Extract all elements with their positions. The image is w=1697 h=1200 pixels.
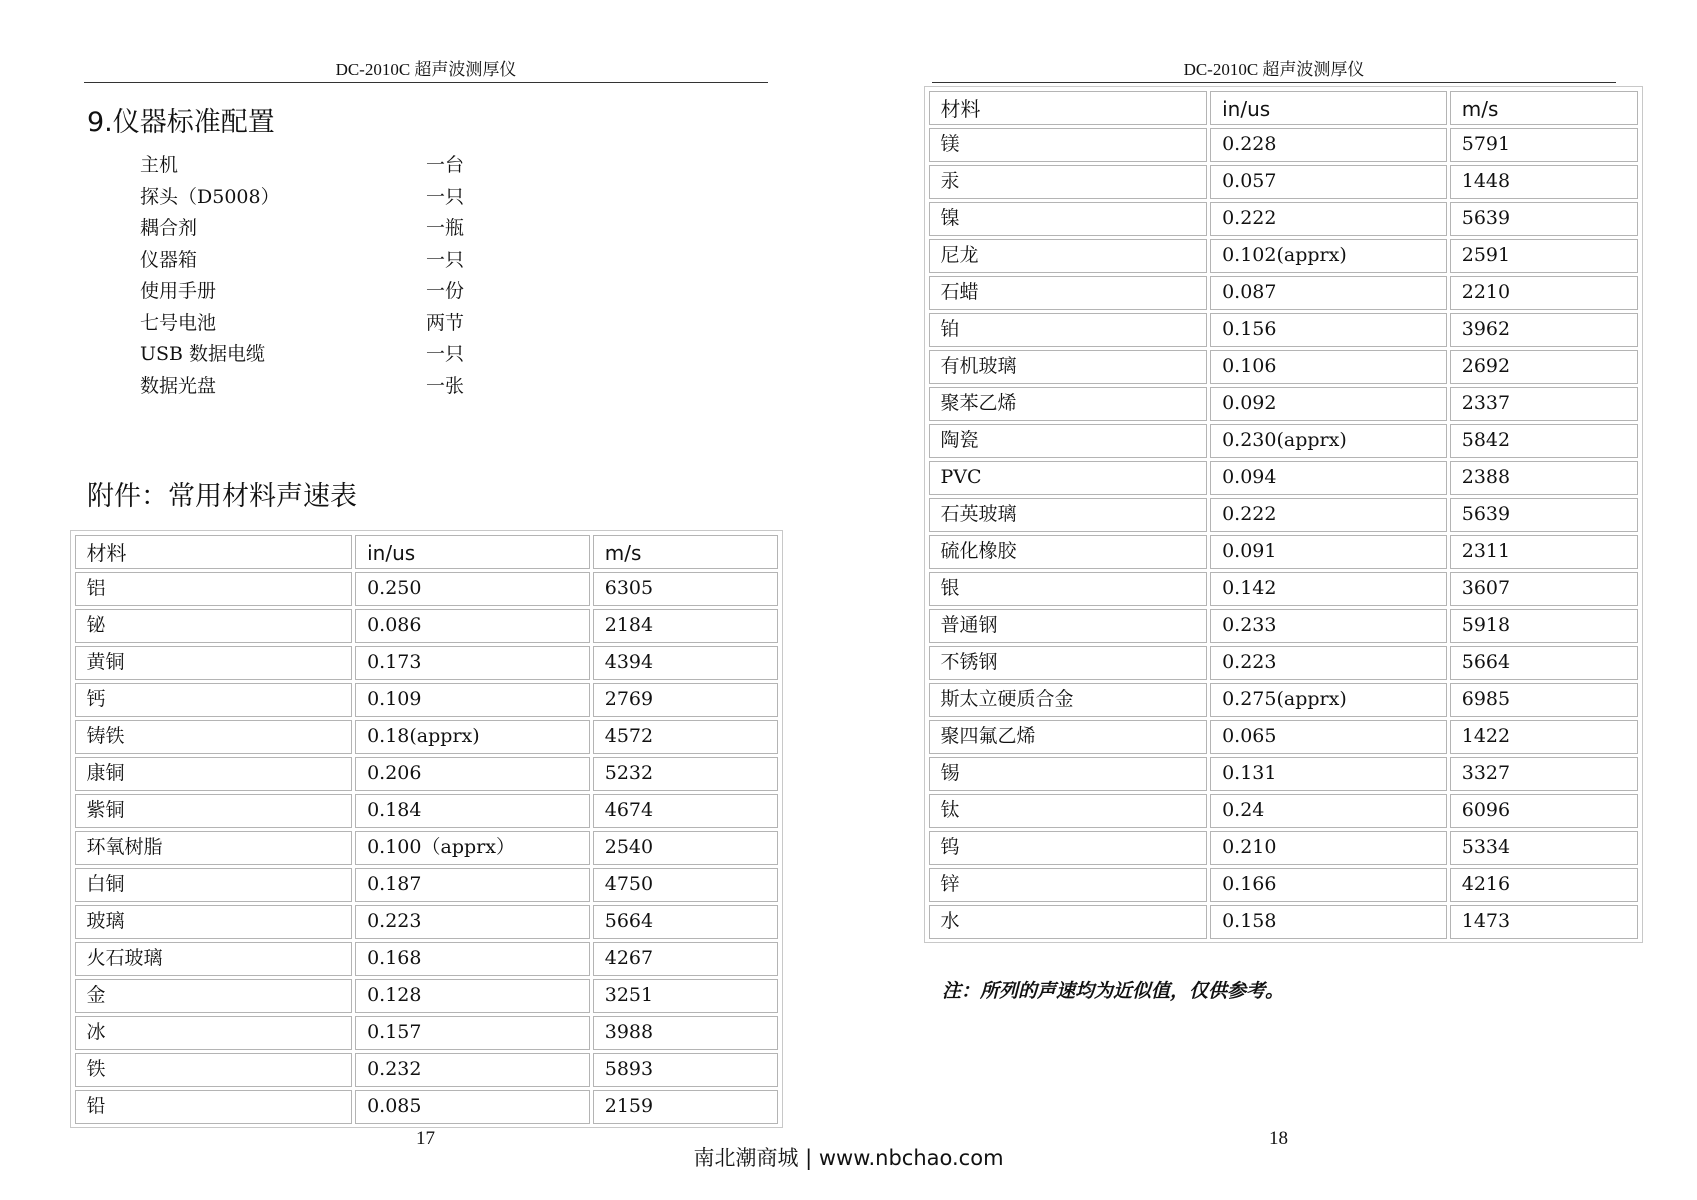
- table-cell: 铁: [75, 1053, 353, 1087]
- table-row: [73, 755, 780, 792]
- table-cell: 0.091: [1210, 535, 1447, 569]
- appendix-title: 附件：常用材料声速表: [87, 481, 357, 512]
- table-cell: 4750: [593, 868, 779, 902]
- config-item: [140, 276, 506, 308]
- table-cell: 0.094: [1210, 461, 1447, 495]
- table-cell: 聚四氟乙烯: [929, 720, 1208, 754]
- config-item-name: 耦合剂: [140, 217, 198, 239]
- table-cell: 5842: [1450, 424, 1639, 458]
- table-cell: 0.086: [355, 609, 590, 643]
- table-cell: 3607: [1450, 572, 1639, 606]
- table-row: [73, 792, 780, 829]
- config-item-qty: 一张: [426, 374, 465, 397]
- table-row: [927, 903, 1640, 940]
- table-row: [73, 1088, 780, 1125]
- table-row: [73, 718, 780, 755]
- config-item-name: 使用手册: [140, 280, 217, 302]
- table-cell: 0.109: [355, 683, 590, 717]
- table-cell: 陶瓷: [929, 424, 1208, 458]
- table-row: [927, 533, 1640, 570]
- table-row: [927, 607, 1640, 644]
- table-cell: 铝: [75, 572, 353, 606]
- table-cell: 1422: [1450, 720, 1639, 754]
- table-cell: 聚苯乙烯: [929, 387, 1208, 421]
- table-cell: 0.158: [1210, 905, 1447, 939]
- table-header-cell: m/s: [1450, 91, 1639, 125]
- table-cell: 0.233: [1210, 609, 1447, 643]
- table-row: [927, 274, 1640, 311]
- table-cell: 4674: [593, 794, 779, 828]
- table-cell: 石英玻璃: [929, 498, 1208, 532]
- table-cell: 硫化橡胶: [929, 535, 1208, 569]
- config-item-name: 七号电池: [140, 311, 217, 334]
- table-cell: 0.223: [355, 905, 590, 939]
- table-cell: 2184: [593, 609, 779, 643]
- table-cell: 6985: [1450, 683, 1639, 717]
- table-cell: 5893: [593, 1053, 779, 1087]
- config-item-qty: 一份: [426, 280, 465, 302]
- table-cell: 有机玻璃: [929, 350, 1208, 384]
- table-cell: 0.157: [355, 1016, 590, 1050]
- table-cell: 2159: [593, 1090, 779, 1124]
- table-cell: 0.100（apprx）: [355, 831, 590, 865]
- table-row: [927, 163, 1640, 200]
- table-cell: 0.065: [1210, 720, 1447, 754]
- page-number: 18: [1269, 1128, 1288, 1149]
- table-cell: 0.18(apprx): [355, 720, 590, 754]
- config-item-name: 探头（D5008）: [140, 185, 280, 208]
- table-cell: 0.057: [1210, 165, 1447, 199]
- table-row: [927, 200, 1640, 237]
- page-header: DC-2010C 超声波测厚仪: [932, 58, 1616, 83]
- table-row: [927, 496, 1640, 533]
- table-row: [927, 829, 1640, 866]
- sound-speed-table-right: [924, 86, 1643, 943]
- table-row: [927, 681, 1640, 718]
- table-cell: 铸铁: [75, 720, 353, 754]
- table-cell: 汞: [929, 165, 1208, 199]
- table-cell: 0.142: [1210, 572, 1447, 606]
- table-cell: 0.128: [355, 979, 590, 1013]
- table-cell: 2591: [1450, 239, 1639, 273]
- table-cell: 5918: [1450, 609, 1639, 643]
- table-cell: 斯太立硬质合金: [929, 683, 1208, 717]
- table-cell: 1448: [1450, 165, 1639, 199]
- table-row: [927, 422, 1640, 459]
- right-page: [848, 0, 1697, 1200]
- config-title: 9.仪器标准配置: [87, 107, 275, 138]
- table-cell: 银: [929, 572, 1208, 606]
- table-cell: 5664: [593, 905, 779, 939]
- table-cell: 0.106: [1210, 350, 1447, 384]
- table-cell: 水: [929, 905, 1208, 939]
- config-list: [140, 150, 506, 402]
- table-cell: 2311: [1450, 535, 1639, 569]
- config-item: [140, 371, 506, 403]
- table-cell: 锡: [929, 757, 1208, 791]
- table-cell: 普通钢: [929, 609, 1208, 643]
- table-cell: 冰: [75, 1016, 353, 1050]
- table-cell: 5791: [1450, 128, 1639, 162]
- table-cell: 镍: [929, 202, 1208, 236]
- table-header-row: [927, 89, 1640, 126]
- table-cell: 0.250: [355, 572, 590, 606]
- table-cell: 钨: [929, 831, 1208, 865]
- table-row: [73, 940, 780, 977]
- table-header-cell: in/us: [1210, 91, 1447, 125]
- table-cell: 铂: [929, 313, 1208, 347]
- table-cell: 4572: [593, 720, 779, 754]
- table-cell: 环氧树脂: [75, 831, 353, 865]
- table-cell: 锌: [929, 868, 1208, 902]
- table-row: [927, 644, 1640, 681]
- table-row: [927, 385, 1640, 422]
- table-header-cell: m/s: [593, 535, 779, 569]
- config-item-name: USB 数据电缆: [140, 343, 266, 365]
- table-cell: 6305: [593, 572, 779, 606]
- table-row: [73, 866, 780, 903]
- table-row: [927, 311, 1640, 348]
- config-item: [140, 213, 506, 245]
- table-cell: 2769: [593, 683, 779, 717]
- table-cell: 0.085: [355, 1090, 590, 1124]
- table-cell: PVC: [929, 461, 1208, 495]
- table-cell: 钙: [75, 683, 353, 717]
- table-cell: 0.206: [355, 757, 590, 791]
- table-cell: 0.166: [1210, 868, 1447, 902]
- table-cell: 0.228: [1210, 128, 1447, 162]
- table-cell: 0.102(apprx): [1210, 239, 1447, 273]
- table-row: [927, 866, 1640, 903]
- left-page: [0, 0, 848, 1200]
- table-cell: 铋: [75, 609, 353, 643]
- table-cell: 0.230(apprx): [1210, 424, 1447, 458]
- table-cell: 5639: [1450, 202, 1639, 236]
- config-item-qty: 两节: [426, 311, 465, 334]
- table-cell: 4394: [593, 646, 779, 680]
- config-item-qty: 一台: [426, 154, 465, 176]
- table-row: [927, 126, 1640, 163]
- table-cell: 镁: [929, 128, 1208, 162]
- table-row: [927, 792, 1640, 829]
- config-item: [140, 245, 506, 277]
- table-cell: 0.156: [1210, 313, 1447, 347]
- table-row: [927, 237, 1640, 274]
- table-cell: 3962: [1450, 313, 1639, 347]
- table-cell: 2540: [593, 831, 779, 865]
- table-cell: 石蜡: [929, 276, 1208, 310]
- table-cell: 不锈钢: [929, 646, 1208, 680]
- table-cell: 0.187: [355, 868, 590, 902]
- config-item: [140, 150, 506, 182]
- table-cell: 0.168: [355, 942, 590, 976]
- table-cell: 0.232: [355, 1053, 590, 1087]
- table-cell: 2692: [1450, 350, 1639, 384]
- page-number: 17: [416, 1128, 435, 1149]
- sound-speed-table-left: [70, 530, 783, 1128]
- table-header-row: [73, 533, 780, 570]
- table-cell: 0.087: [1210, 276, 1447, 310]
- table-cell: 3988: [593, 1016, 779, 1050]
- table-cell: 2388: [1450, 461, 1639, 495]
- table-cell: 钛: [929, 794, 1208, 828]
- table-cell: 玻璃: [75, 905, 353, 939]
- table-cell: 3251: [593, 979, 779, 1013]
- table-row: [73, 681, 780, 718]
- table-cell: 5334: [1450, 831, 1639, 865]
- table-cell: 康铜: [75, 757, 353, 791]
- config-item-qty: 一瓶: [426, 217, 465, 239]
- config-item-name: 数据光盘: [140, 374, 217, 397]
- table-row: [73, 977, 780, 1014]
- config-item-qty: 一只: [426, 185, 465, 208]
- table-cell: 紫铜: [75, 794, 353, 828]
- table-row: [927, 348, 1640, 385]
- table-cell: 0.275(apprx): [1210, 683, 1447, 717]
- table-row: [73, 644, 780, 681]
- site-footer: 南北潮商城 | www.nbchao.com: [693, 1146, 1004, 1170]
- table-cell: 0.184: [355, 794, 590, 828]
- table-cell: 1473: [1450, 905, 1639, 939]
- config-item-name: 主机: [140, 154, 179, 176]
- table-cell: 5639: [1450, 498, 1639, 532]
- table-cell: 4216: [1450, 868, 1639, 902]
- table-header-cell: 材料: [929, 91, 1208, 125]
- table-cell: 0.092: [1210, 387, 1447, 421]
- table-cell: 0.222: [1210, 202, 1447, 236]
- page-header: DC-2010C 超声波测厚仪: [84, 58, 768, 83]
- table-row: [927, 718, 1640, 755]
- table-cell: 0.222: [1210, 498, 1447, 532]
- table-row: [73, 1051, 780, 1088]
- table-row: [73, 607, 780, 644]
- table-cell: 0.131: [1210, 757, 1447, 791]
- config-item: [140, 308, 506, 340]
- config-item-qty: 一只: [426, 248, 465, 271]
- table-cell: 火石玻璃: [75, 942, 353, 976]
- config-item: [140, 182, 506, 214]
- note-text: 注：所列的声速均为近似值，仅供参考。: [942, 980, 1285, 1002]
- config-item: [140, 339, 506, 371]
- table-cell: 2210: [1450, 276, 1639, 310]
- table-cell: 0.210: [1210, 831, 1447, 865]
- table-cell: 5232: [593, 757, 779, 791]
- table-header-cell: in/us: [355, 535, 590, 569]
- table-cell: 4267: [593, 942, 779, 976]
- table-row: [73, 903, 780, 940]
- table-cell: 白铜: [75, 868, 353, 902]
- table-row: [927, 570, 1640, 607]
- config-item-qty: 一只: [426, 343, 465, 365]
- table-row: [927, 755, 1640, 792]
- table-cell: 黄铜: [75, 646, 353, 680]
- table-row: [73, 1014, 780, 1051]
- table-cell: 金: [75, 979, 353, 1013]
- table-cell: 尼龙: [929, 239, 1208, 273]
- table-row: [927, 459, 1640, 496]
- table-cell: 3327: [1450, 757, 1639, 791]
- table-cell: 5664: [1450, 646, 1639, 680]
- table-cell: 0.223: [1210, 646, 1447, 680]
- table-cell: 2337: [1450, 387, 1639, 421]
- table-header-cell: 材料: [75, 535, 353, 569]
- config-item-name: 仪器箱: [140, 248, 198, 271]
- table-cell: 6096: [1450, 794, 1639, 828]
- table-cell: 铅: [75, 1090, 353, 1124]
- table-cell: 0.24: [1210, 794, 1447, 828]
- table-cell: 0.173: [355, 646, 590, 680]
- table-row: [73, 829, 780, 866]
- table-row: [73, 570, 780, 607]
